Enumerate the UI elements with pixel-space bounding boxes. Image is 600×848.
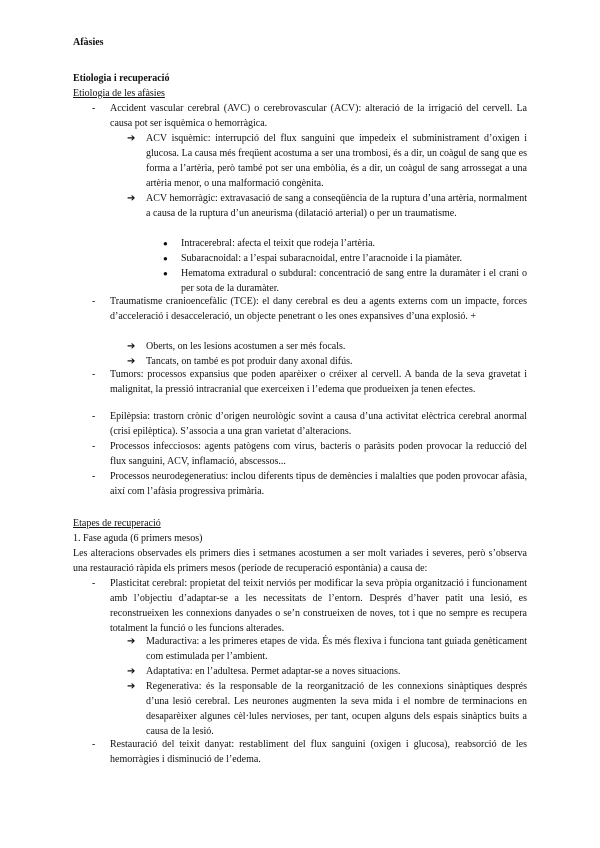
dot-bullet: ● [163, 239, 168, 248]
avc-isquemic-item: ACV isquèmic: interrupció del flux sanguini que impedeix el subministrament d’oxigen i glucosa. La causa més freqüent acostuma a ser una trombosi, és a dir, un coàgul de sang que es forma a l’artèria, però també pot ser una embòlia, és a dir, un coàgul de sang arrossegat a una artèria menor, o una malformació congènita. [146, 133, 527, 189]
neurodegeneratius-item: Processos neurodegeneratius: inclou diferents tipus de demències i malalties que poden provocar afàsia, així com l’afàsia progressiva primària. [110, 471, 527, 497]
etiology-heading: Etiologia de les afàsies [73, 88, 165, 99]
recovery-intro: Les alteracions observades els primers dies i setmanes acostumen a ser molt variades i severes, però s’observa una restauració ràpida els primers mesos (període de recuperació espontània) a causa de: [73, 548, 527, 574]
recovery-heading: Etapes de recuperació [73, 518, 161, 529]
arrow-bullet: ➔ [127, 193, 136, 204]
adaptativa-item: Adaptativa: en l’adultesa. Permet adaptar-se a noves situacions. [146, 666, 401, 677]
avc-item: Accident vascular cerebral (AVC) o cerebrovascular (ACV): alteració de la irrigació del cervell. La causa pot ser isquèmica o hemorràgica. [110, 103, 527, 129]
dash-bullet: - [92, 739, 96, 750]
arrow-bullet: ➔ [127, 681, 136, 692]
arrow-bullet: ➔ [127, 341, 136, 352]
tancats-item: Tancats, on també es pot produir dany axonal difús. [146, 356, 353, 367]
section-title: Etiologia i recuperació [73, 73, 170, 84]
arrow-bullet: ➔ [127, 356, 136, 367]
avc-hemorragic-item: ACV hemorràgic: extravasació de sang a conseqüència de la ruptura d’una artèria, normalment a causa de la ruptura d’un aneurisma (dilatació arterial) o per un traumatisme. [146, 193, 527, 219]
arrow-bullet: ➔ [127, 636, 136, 647]
document-title: Afàsies [73, 37, 104, 48]
arrow-bullet: ➔ [127, 133, 136, 144]
plasticitat-item: Plasticitat cerebral: propietat del teixit nerviós per modificar la seva pròpia organització i funcionament amb l’objectiu d’adaptar-se a les necessitats de l’entorn. Després d’haver patit una lesió, es reconstrueixen les connexions danyades o se’n construeixen de noves, tot i que no sempre es recupera totalment la funció o les funcions alterades. [110, 578, 527, 634]
dash-bullet: - [92, 441, 96, 452]
hematoma-item: Hematoma extradural o subdural: concentració de sang entre la duramàter i el crani o per sota de la duramàter. [181, 268, 527, 294]
dash-bullet: - [92, 103, 96, 114]
phase1-heading: 1. Fase aguda (6 primers mesos) [73, 533, 203, 544]
subaracnoidal-item: Subaracnoidal: a l’espai subaracnoidal, entre l’aracnoide i la piamàter. [181, 253, 462, 264]
restauracio-item: Restauració del teixit danyat: restabliment del flux sanguini (oxigen i glucosa), reabsorció de les hemorràgies i disminució de l’edema. [110, 739, 527, 765]
dash-bullet: - [92, 296, 96, 307]
epilepsia-item: Epilèpsia: trastorn crònic d’origen neurològic sovint a causa d’una activitat elèctrica cerebral anormal (crisi epilèptica). S’associa a una gran varietat d’alteracions. [110, 411, 527, 437]
intracerebral-item: Intracerebral: afecta el teixit que rodeja l’artèria. [181, 238, 376, 249]
dash-bullet: - [92, 411, 96, 422]
dot-bullet: ● [163, 254, 168, 263]
dash-bullet: - [92, 471, 96, 482]
dot-bullet: ● [163, 269, 168, 278]
dash-bullet: - [92, 578, 96, 589]
dash-bullet: - [92, 369, 96, 380]
oberts-item: Oberts, on les lesions acostumen a ser més focals. [146, 341, 346, 352]
arrow-bullet: ➔ [127, 666, 136, 677]
maduractiva-item: Maduractiva: a les primeres etapes de vida. És més flexiva i funciona tant guiada genèticament com estimulada per l’ambient. [146, 636, 527, 662]
infecciosos-item: Processos infecciosos: agents patògens com virus, bacteris o paràsits poden provocar la reducció del flux sanguini, ACV, inflamació, abscessos... [110, 441, 527, 467]
tce-item: Traumatisme cranioencefàlic (TCE): el dany cerebral es deu a agents externs com un impacte, forces d’acceleració i desacceleració, un objecte penetrant o les ones expansives d’una explosió. + [110, 296, 527, 322]
regenerativa-item: Regenerativa: és la responsable de la reorganització de les connexions sinàptiques després d’una lesió cerebral. Les neurones augmenten la seva mida i el nombre de terminacions en desaparèixer algunes cèl·lules nervioses, per tant, ocupen alguns dels espais sinàptics buits a causa de la lesió. [146, 681, 527, 737]
tumors-item: Tumors: processos expansius que poden aparèixer o créixer al cervell. A banda de la seva gravetat i malignitat, la pressió intracranial que exerceixen i l’edema que produeixen ja tenen efectes. [110, 369, 527, 395]
